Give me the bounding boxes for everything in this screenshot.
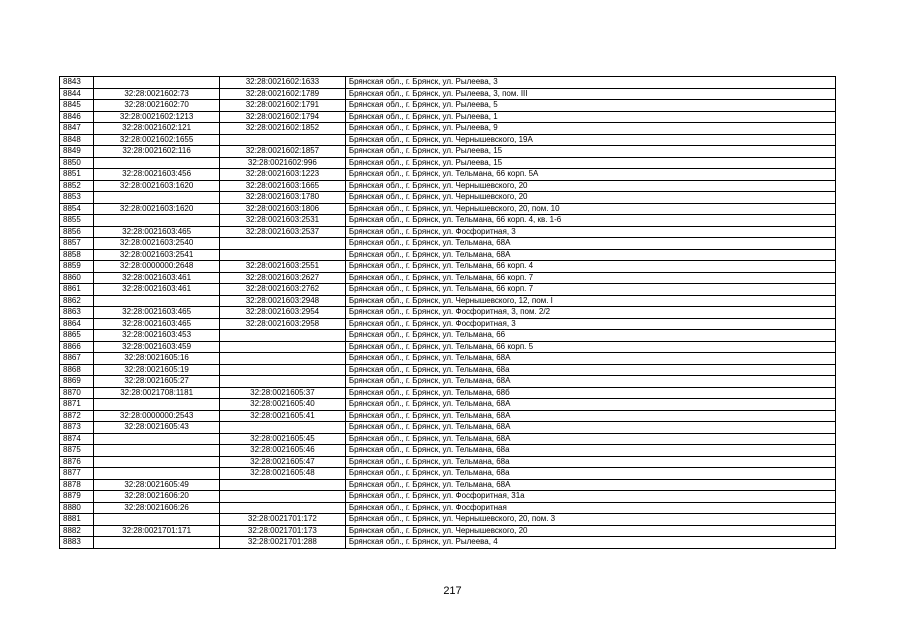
row-number-cell: 8843 — [60, 77, 94, 89]
parcel-number-cell: 32:28:0021605:16 — [94, 353, 220, 365]
address-cell: Брянская обл., г. Брянск, ул. Тельмана, 68б — [345, 387, 835, 399]
building-number-cell — [220, 422, 346, 434]
building-number-cell: 32:28:0021605:40 — [220, 399, 346, 411]
table-row — [60, 502, 836, 514]
table-row — [60, 157, 836, 169]
parcel-number-cell: 32:28:0021708:1181 — [94, 387, 220, 399]
row-number-cell: 8846 — [60, 111, 94, 123]
parcel-number-cell — [94, 192, 220, 204]
row-number-cell: 8869 — [60, 376, 94, 388]
address-cell: Брянская обл., г. Брянск, ул. Тельмана, 66 корп. 7 — [345, 272, 835, 284]
table-row — [60, 77, 836, 89]
table-row — [60, 399, 836, 411]
parcel-number-cell: 32:28:0021603:453 — [94, 330, 220, 342]
row-number-cell: 8881 — [60, 514, 94, 526]
address-cell: Брянская обл., г. Брянск, ул. Чернышевского, 12, пом. I — [345, 295, 835, 307]
row-number-cell: 8876 — [60, 456, 94, 468]
address-cell: Брянская обл., г. Брянск, ул. Тельмана, 68а — [345, 445, 835, 457]
address-cell: Брянская обл., г. Брянск, ул. Тельмана, 68А — [345, 399, 835, 411]
building-number-cell: 32:28:0021602:1789 — [220, 88, 346, 100]
table-row — [60, 514, 836, 526]
building-number-cell — [220, 238, 346, 250]
building-number-cell: 32:28:0021603:2954 — [220, 307, 346, 319]
building-number-cell: 32:28:0021603:2948 — [220, 295, 346, 307]
table-row — [60, 180, 836, 192]
address-cell: Брянская обл., г. Брянск, ул. Рылеева, 15 — [345, 146, 835, 158]
parcel-number-cell: 32:28:0021602:116 — [94, 146, 220, 158]
records-table — [59, 76, 836, 549]
parcel-number-cell — [94, 456, 220, 468]
row-number-cell: 8850 — [60, 157, 94, 169]
address-cell: Брянская обл., г. Брянск, ул. Фосфоритная, 3 — [345, 226, 835, 238]
building-number-cell — [220, 134, 346, 146]
address-cell: Брянская обл., г. Брянск, ул. Тельмана, 66 корп. 5А — [345, 169, 835, 181]
parcel-number-cell: 32:28:0000000:2543 — [94, 410, 220, 422]
parcel-number-cell: 32:28:0021603:461 — [94, 272, 220, 284]
row-number-cell: 8872 — [60, 410, 94, 422]
row-number-cell: 8847 — [60, 123, 94, 135]
address-cell: Брянская обл., г. Брянск, ул. Тельмана, 68а — [345, 468, 835, 480]
building-number-cell: 32:28:0021602:1857 — [220, 146, 346, 158]
row-number-cell: 8852 — [60, 180, 94, 192]
address-cell: Брянская обл., г. Брянск, ул. Рылеева, 3 — [345, 77, 835, 89]
row-number-cell: 8862 — [60, 295, 94, 307]
address-cell: Брянская обл., г. Брянск, ул. Чернышевского, 20 — [345, 192, 835, 204]
table-row — [60, 318, 836, 330]
building-number-cell — [220, 249, 346, 261]
parcel-number-cell: 32:28:0021603:456 — [94, 169, 220, 181]
building-number-cell: 32:28:0021605:45 — [220, 433, 346, 445]
table-row — [60, 192, 836, 204]
parcel-number-cell: 32:28:0021605:49 — [94, 479, 220, 491]
building-number-cell: 32:28:0021603:1665 — [220, 180, 346, 192]
parcel-number-cell — [94, 399, 220, 411]
table-row — [60, 330, 836, 342]
building-number-cell — [220, 502, 346, 514]
parcel-number-cell: 32:28:0021603:1620 — [94, 203, 220, 215]
row-number-cell: 8879 — [60, 491, 94, 503]
table-row — [60, 525, 836, 537]
address-cell: Брянская обл., г. Брянск, ул. Тельмана, 66 — [345, 330, 835, 342]
building-number-cell: 32:28:0021603:1223 — [220, 169, 346, 181]
address-cell: Брянская обл., г. Брянск, ул. Чернышевского, 20, пом. 10 — [345, 203, 835, 215]
table-row — [60, 134, 836, 146]
address-cell: Брянская обл., г. Брянск, ул. Чернышевского, 19А — [345, 134, 835, 146]
building-number-cell: 32:28:0021603:2958 — [220, 318, 346, 330]
parcel-number-cell: 32:28:0021605:43 — [94, 422, 220, 434]
parcel-number-cell: 32:28:0021603:2541 — [94, 249, 220, 261]
parcel-number-cell: 32:28:0021602:70 — [94, 100, 220, 112]
parcel-number-cell — [94, 514, 220, 526]
table-row — [60, 376, 836, 388]
address-cell: Брянская обл., г. Брянск, ул. Тельмана, 68А — [345, 353, 835, 365]
table-row — [60, 422, 836, 434]
building-number-cell: 32:28:0021603:1780 — [220, 192, 346, 204]
building-number-cell: 32:28:0021701:173 — [220, 525, 346, 537]
parcel-number-cell: 32:28:0021605:27 — [94, 376, 220, 388]
row-number-cell: 8874 — [60, 433, 94, 445]
row-number-cell: 8866 — [60, 341, 94, 353]
table-row — [60, 261, 836, 273]
building-number-cell: 32:28:0021605:37 — [220, 387, 346, 399]
address-cell: Брянская обл., г. Брянск, ул. Рылеева, 1 — [345, 111, 835, 123]
row-number-cell: 8877 — [60, 468, 94, 480]
table-row — [60, 410, 836, 422]
building-number-cell: 32:28:0021605:46 — [220, 445, 346, 457]
table-row — [60, 203, 836, 215]
row-number-cell: 8867 — [60, 353, 94, 365]
row-number-cell: 8883 — [60, 537, 94, 549]
row-number-cell: 8853 — [60, 192, 94, 204]
row-number-cell: 8855 — [60, 215, 94, 227]
address-cell: Брянская обл., г. Брянск, ул. Фосфоритная, 3, пом. 2/2 — [345, 307, 835, 319]
building-number-cell: 32:28:0021605:47 — [220, 456, 346, 468]
page-number: 217 — [443, 585, 462, 597]
building-number-cell — [220, 364, 346, 376]
address-cell: Брянская обл., г. Брянск, ул. Чернышевского, 20 — [345, 180, 835, 192]
address-cell: Брянская обл., г. Брянск, ул. Чернышевского, 20 — [345, 525, 835, 537]
building-number-cell: 32:28:0021605:41 — [220, 410, 346, 422]
records-table-body — [60, 77, 836, 549]
table-row — [60, 284, 836, 296]
building-number-cell: 32:28:0021603:2627 — [220, 272, 346, 284]
parcel-number-cell: 32:28:0021603:465 — [94, 226, 220, 238]
table-row — [60, 238, 836, 250]
parcel-number-cell: 32:28:0000000:2648 — [94, 261, 220, 273]
table-row — [60, 445, 836, 457]
table-row — [60, 364, 836, 376]
address-cell: Брянская обл., г. Брянск, ул. Тельмана, 68А — [345, 433, 835, 445]
table-row — [60, 353, 836, 365]
address-cell: Брянская обл., г. Брянск, ул. Тельмана, 66 корп. 4, кв. 1-6 — [345, 215, 835, 227]
address-cell: Брянская обл., г. Брянск, ул. Рылеева, 4 — [345, 537, 835, 549]
parcel-number-cell: 32:28:0021602:1213 — [94, 111, 220, 123]
row-number-cell: 8863 — [60, 307, 94, 319]
address-cell: Брянская обл., г. Брянск, ул. Тельмана, 68а — [345, 456, 835, 468]
address-cell: Брянская обл., г. Брянск, ул. Тельмана, 68А — [345, 376, 835, 388]
parcel-number-cell: 32:28:0021603:1620 — [94, 180, 220, 192]
address-cell: Брянская обл., г. Брянск, ул. Тельмана, 66 корп. 7 — [345, 284, 835, 296]
table-row — [60, 215, 836, 227]
parcel-number-cell: 32:28:0021602:121 — [94, 123, 220, 135]
building-number-cell: 32:28:0021701:288 — [220, 537, 346, 549]
row-number-cell: 8860 — [60, 272, 94, 284]
row-number-cell: 8851 — [60, 169, 94, 181]
table-row — [60, 100, 836, 112]
parcel-number-cell — [94, 445, 220, 457]
row-number-cell: 8865 — [60, 330, 94, 342]
parcel-number-cell: 32:28:0021603:465 — [94, 318, 220, 330]
parcel-number-cell — [94, 157, 220, 169]
parcel-number-cell: 32:28:0021606:20 — [94, 491, 220, 503]
building-number-cell: 32:28:0021602:1794 — [220, 111, 346, 123]
row-number-cell: 8870 — [60, 387, 94, 399]
table-row — [60, 295, 836, 307]
parcel-number-cell — [94, 77, 220, 89]
building-number-cell: 32:28:0021602:1633 — [220, 77, 346, 89]
table-row — [60, 111, 836, 123]
address-cell: Брянская обл., г. Брянск, ул. Фосфоритная — [345, 502, 835, 514]
table-row — [60, 433, 836, 445]
row-number-cell: 8845 — [60, 100, 94, 112]
row-number-cell: 8859 — [60, 261, 94, 273]
address-cell: Брянская обл., г. Брянск, ул. Рылеева, 15 — [345, 157, 835, 169]
parcel-number-cell: 32:28:0021603:465 — [94, 307, 220, 319]
table-row — [60, 88, 836, 100]
table-row — [60, 146, 836, 158]
parcel-number-cell: 32:28:0021606:26 — [94, 502, 220, 514]
parcel-number-cell: 32:28:0021603:2540 — [94, 238, 220, 250]
parcel-number-cell: 32:28:0021603:461 — [94, 284, 220, 296]
parcel-number-cell — [94, 215, 220, 227]
row-number-cell: 8849 — [60, 146, 94, 158]
row-number-cell: 8875 — [60, 445, 94, 457]
building-number-cell — [220, 353, 346, 365]
address-cell: Брянская обл., г. Брянск, ул. Тельмана, 68А — [345, 410, 835, 422]
address-cell: Брянская обл., г. Брянск, ул. Фосфоритная, 3 — [345, 318, 835, 330]
building-number-cell — [220, 376, 346, 388]
address-cell: Брянская обл., г. Брянск, ул. Тельмана, 68А — [345, 479, 835, 491]
table-row — [60, 468, 836, 480]
row-number-cell: 8864 — [60, 318, 94, 330]
row-number-cell: 8857 — [60, 238, 94, 250]
building-number-cell: 32:28:0021602:1791 — [220, 100, 346, 112]
parcel-number-cell: 32:28:0021701:171 — [94, 525, 220, 537]
address-cell: Брянская обл., г. Брянск, ул. Тельмана, 68А — [345, 422, 835, 434]
table-row — [60, 491, 836, 503]
building-number-cell: 32:28:0021603:1806 — [220, 203, 346, 215]
parcel-number-cell — [94, 468, 220, 480]
row-number-cell: 8873 — [60, 422, 94, 434]
table-row — [60, 226, 836, 238]
building-number-cell — [220, 479, 346, 491]
building-number-cell: 32:28:0021603:2762 — [220, 284, 346, 296]
address-cell: Брянская обл., г. Брянск, ул. Тельмана, 68а — [345, 364, 835, 376]
table-row — [60, 341, 836, 353]
building-number-cell: 32:28:0021603:2537 — [220, 226, 346, 238]
row-number-cell: 8861 — [60, 284, 94, 296]
building-number-cell — [220, 341, 346, 353]
row-number-cell: 8844 — [60, 88, 94, 100]
building-number-cell — [220, 491, 346, 503]
row-number-cell: 8856 — [60, 226, 94, 238]
table-row — [60, 456, 836, 468]
building-number-cell: 32:28:0021602:996 — [220, 157, 346, 169]
address-cell: Брянская обл., г. Брянск, ул. Тельмана, 68А — [345, 238, 835, 250]
parcel-number-cell — [94, 537, 220, 549]
table-row — [60, 479, 836, 491]
table-row — [60, 272, 836, 284]
parcel-number-cell — [94, 433, 220, 445]
parcel-number-cell: 32:28:0021603:459 — [94, 341, 220, 353]
parcel-number-cell: 32:28:0021602:73 — [94, 88, 220, 100]
building-number-cell: 32:28:0021701:172 — [220, 514, 346, 526]
table-row — [60, 169, 836, 181]
table-row — [60, 537, 836, 549]
row-number-cell: 8854 — [60, 203, 94, 215]
table-row — [60, 123, 836, 135]
table-row — [60, 249, 836, 261]
row-number-cell: 8880 — [60, 502, 94, 514]
address-cell: Брянская обл., г. Брянск, ул. Рылеева, 9 — [345, 123, 835, 135]
address-cell: Брянская обл., г. Брянск, ул. Тельмана, 66 корп. 4 — [345, 261, 835, 273]
address-cell: Брянская обл., г. Брянск, ул. Рылеева, 5 — [345, 100, 835, 112]
building-number-cell: 32:28:0021602:1852 — [220, 123, 346, 135]
building-number-cell — [220, 330, 346, 342]
row-number-cell: 8848 — [60, 134, 94, 146]
row-number-cell: 8871 — [60, 399, 94, 411]
building-number-cell: 32:28:0021605:48 — [220, 468, 346, 480]
row-number-cell: 8858 — [60, 249, 94, 261]
parcel-number-cell: 32:28:0021602:1655 — [94, 134, 220, 146]
address-cell: Брянская обл., г. Брянск, ул. Тельмана, 66 корп. 5 — [345, 341, 835, 353]
table-row — [60, 387, 836, 399]
table-row — [60, 307, 836, 319]
address-cell: Брянская обл., г. Брянск, ул. Рылеева, 3, пом. III — [345, 88, 835, 100]
parcel-number-cell: 32:28:0021605:19 — [94, 364, 220, 376]
building-number-cell: 32:28:0021603:2551 — [220, 261, 346, 273]
parcel-number-cell — [94, 295, 220, 307]
row-number-cell: 8868 — [60, 364, 94, 376]
building-number-cell: 32:28:0021603:2531 — [220, 215, 346, 227]
address-cell: Брянская обл., г. Брянск, ул. Тельмана, 68А — [345, 249, 835, 261]
address-cell: Брянская обл., г. Брянск, ул. Фосфоритная, 31а — [345, 491, 835, 503]
row-number-cell: 8882 — [60, 525, 94, 537]
row-number-cell: 8878 — [60, 479, 94, 491]
address-cell: Брянская обл., г. Брянск, ул. Чернышевского, 20, пом. 3 — [345, 514, 835, 526]
